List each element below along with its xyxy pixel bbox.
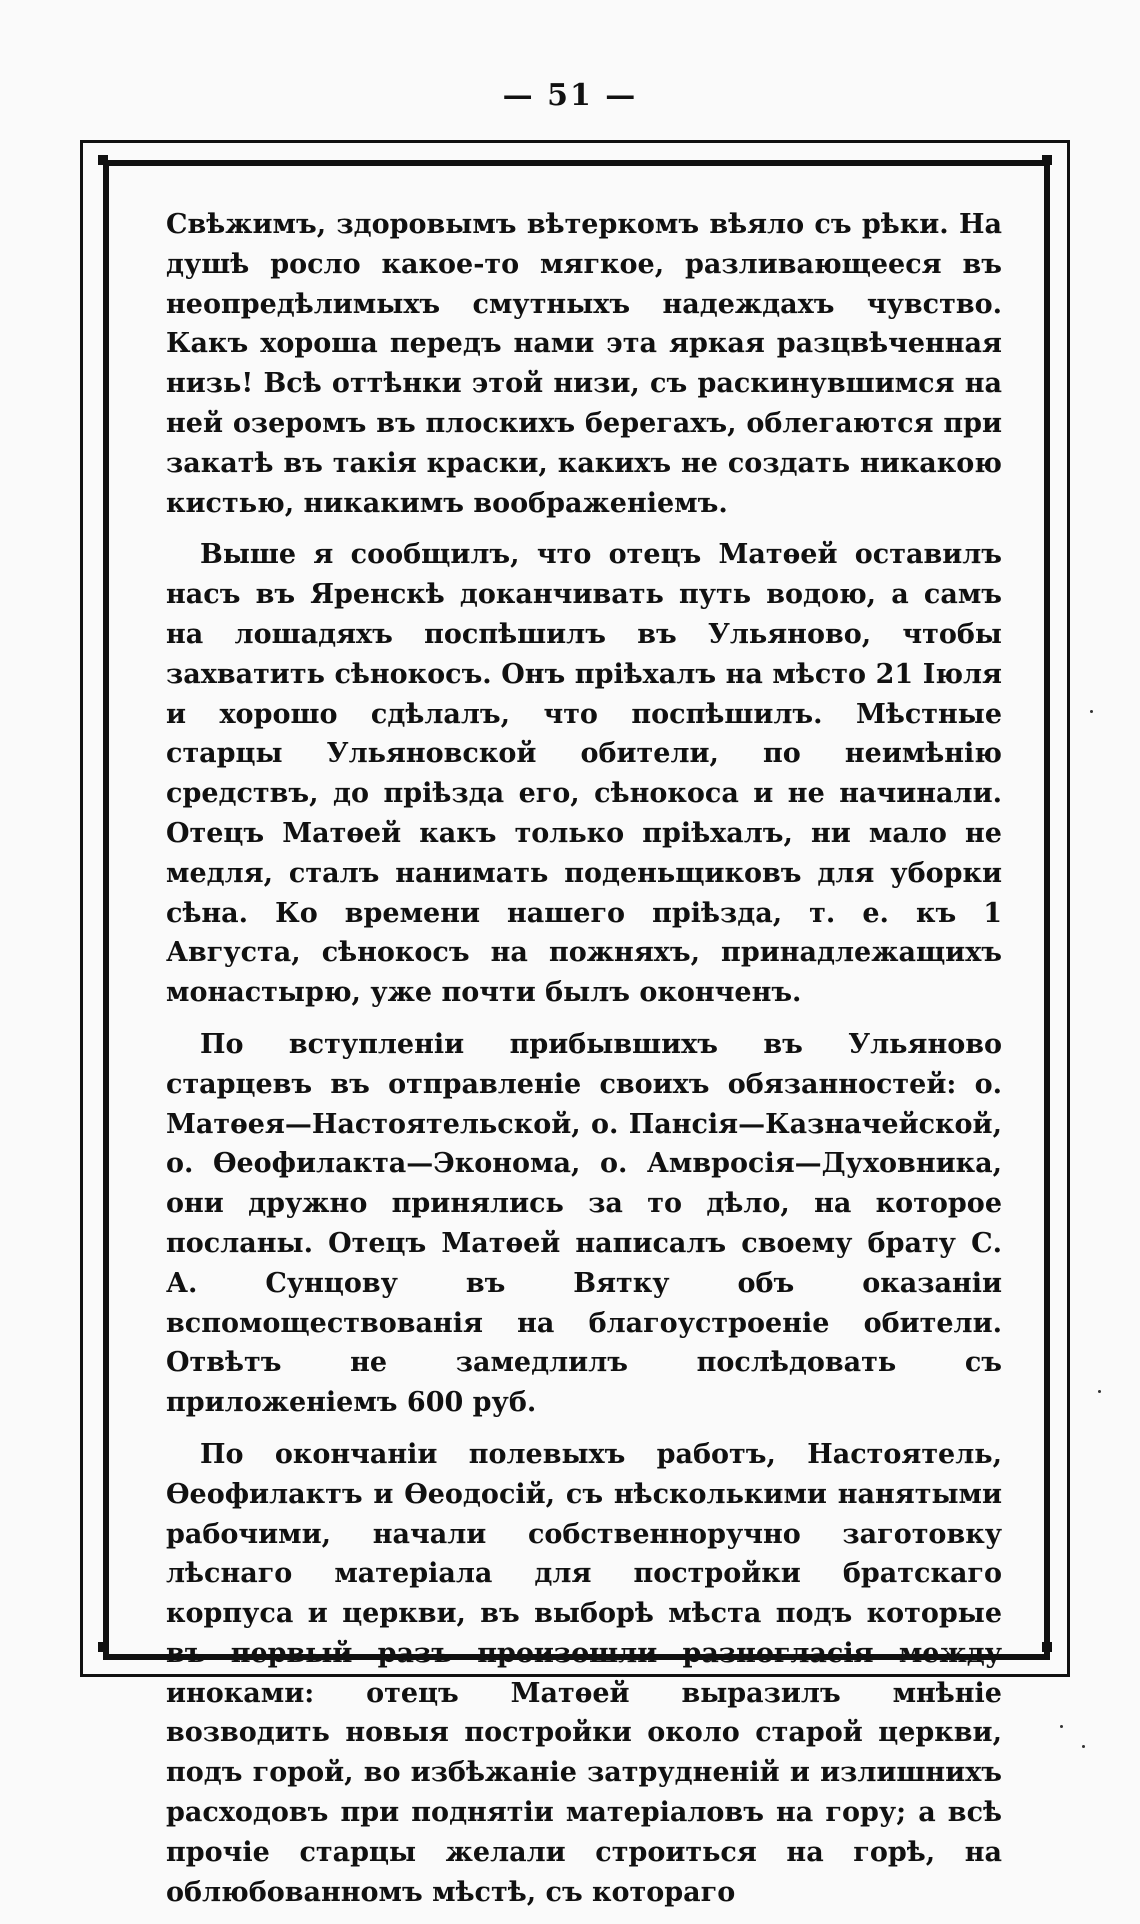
paragraph: По окончаніи полевыхъ работъ, Настоятель, Ѳеофилактъ и Ѳеодосій, съ нѣсколькими нанятыми рабочими, начали собственноручно заготовку лѣснаго матеріала для постройки братскаго корпуса и церкви, въ выборѣ мѣста подъ которые въ первый разъ произошли разногласія между иноками: отецъ Матѳей выразилъ мнѣніе возводить новыя постройки около старой церкви, подъ горой, во избѣжаніе затрудненій и излишнихъ расходовъ при поднятіи матеріаловъ на гору; а всѣ прочіе старцы желали строиться на горѣ, на облюбованномъ мѣстѣ, съ котораго xyxy=(166,1438,1002,1908)
paragraph: По вступленіи прибывшихъ въ Ульяново старцевъ въ отправленіе своихъ обязанностей: о. Матѳея—Настоятельской, о. Пансія—Казначейской, о. Ѳеофилакта—Эконома, о. Амвросія—Духовника, они дружно принялись за то дѣло, на которое посланы. Отецъ Матѳей написалъ своему брату С. А. Сунцову въ Вятку объ оказаніи вспомоществованія на благоустроеніе обители. Отвѣтъ не замедлилъ послѣдовать съ приложеніемъ 600 руб. xyxy=(166,1028,1002,1419)
print-speck xyxy=(1060,1725,1063,1728)
paragraph: Выше я сообщилъ, что отецъ Матѳей оставилъ насъ въ Яренскѣ доканчивать путь водою, а самъ на лошадяхъ поспѣшилъ въ Ульяново, чтобы захватить сѣнокосъ. Онъ пріѣхалъ на мѣсто 21 Іюля и хорошо сдѣлалъ, что поспѣшилъ. Мѣстные старцы Ульяновской обители, по неимѣнію средствъ, до пріѣзда его, сѣнокоса и не начинали. Отецъ Матѳей какъ только пріѣхалъ, ни мало не медля, сталъ нанимать поденьщиковъ для уборки сѣна. Ко времени нашего пріѣзда, т. е. къ 1 Августа, сѣнокосъ на пожняхъ, принадлежащихъ монастырю, уже почти былъ оконченъ. xyxy=(166,539,1002,1009)
frame-corner-ornament xyxy=(98,155,108,165)
print-speck xyxy=(1082,1745,1085,1748)
print-speck xyxy=(1090,710,1093,713)
frame-corner-ornament xyxy=(1042,1642,1052,1652)
print-speck xyxy=(1098,1390,1101,1393)
page-number: — 51 — xyxy=(502,78,638,113)
frame-corner-ornament xyxy=(1042,155,1052,165)
page-body-text xyxy=(166,205,1002,1924)
paragraph: Свѣжимъ, здоровымъ вѣтеркомъ вѣяло съ рѣки. На душѣ росло какое-то мягкое, разливающееся въ неопредѣлимыхъ смутныхъ надеждахъ чувство. Какъ хороша передъ нами эта яркая разцвѣченная низь! Всѣ оттѣнки этой низи, съ раскинувшимся на ней озеромъ въ плоскихъ берегахъ, облегаются при закатѣ въ такія краски, какихъ не создать никакою кистью, никакимъ воображеніемъ. xyxy=(166,209,1002,519)
frame-corner-ornament xyxy=(98,1642,108,1652)
